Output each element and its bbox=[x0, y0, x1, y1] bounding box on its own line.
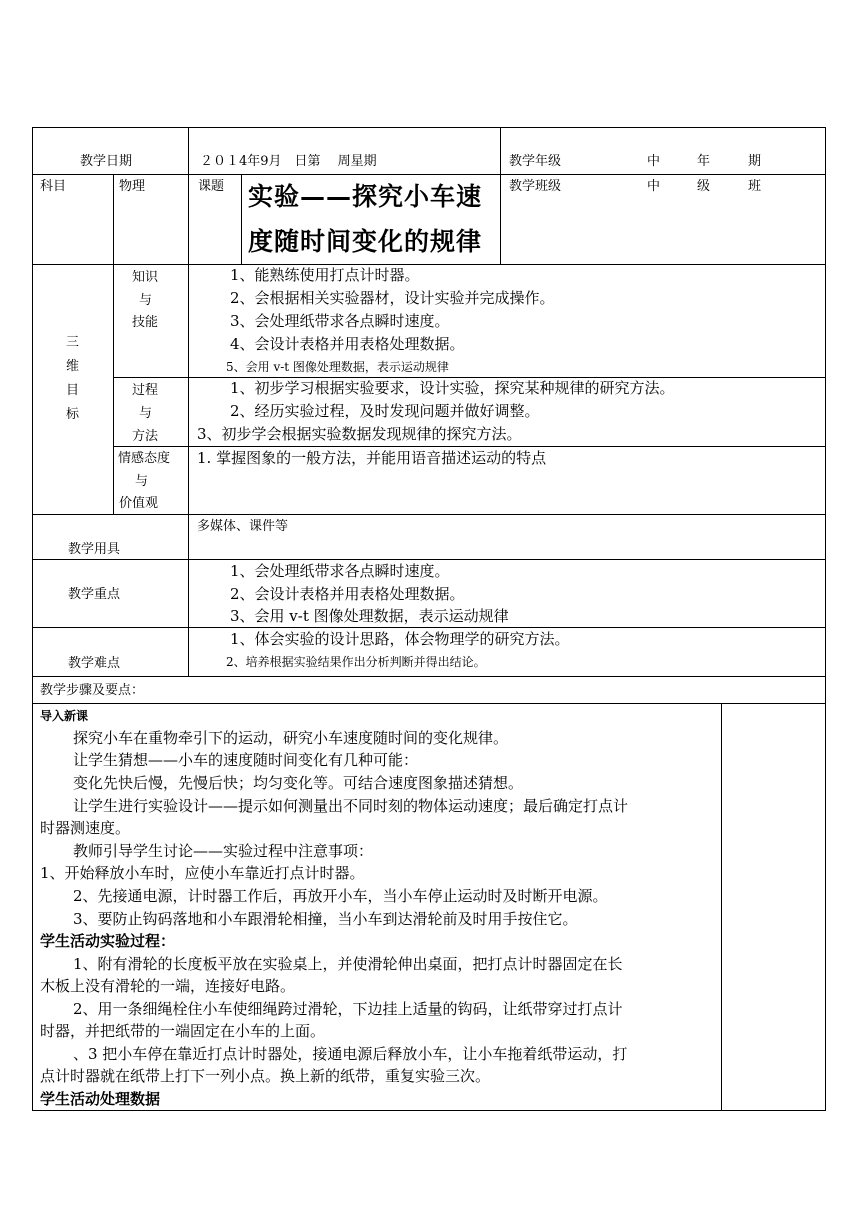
body-line: 2、先接通电源，计时器工作后，再放开小车，当小车停止运动时及时断开电源。 bbox=[73, 887, 608, 905]
emotion-label: 情感态度 bbox=[118, 451, 171, 466]
intro-heading: 导入新课 bbox=[40, 709, 89, 723]
body-line: 时器测速度。 bbox=[40, 819, 131, 837]
row-line bbox=[32, 264, 826, 265]
objectives-label-char: 维 bbox=[66, 359, 80, 374]
row-line bbox=[32, 627, 826, 628]
body-line: 探究小车在重物牵引下的运动，研究小车速度随时间的变化规律。 bbox=[73, 729, 509, 747]
grade-value-2: 年 bbox=[697, 154, 711, 169]
emotion-item: 1. 掌握图象的一般方法，并能用语音描述运动的特点 bbox=[197, 449, 547, 467]
knowledge-item: 5、会用 v-t 图像处理数据，表示运动规律 bbox=[226, 360, 449, 374]
body-line: 3、要防止钩码落地和小车跟滑轮相撞，当小车到达滑轮前及时用手按住它。 bbox=[73, 910, 578, 928]
process-item: 1、初步学习根据实验要求，设计实验，探究某种规律的研究方法。 bbox=[230, 379, 675, 397]
body-line: 让学生进行实验设计——提示如何测量出不同时刻的物体运动速度；最后确定打点计 bbox=[73, 797, 629, 815]
process-label: 与 bbox=[139, 406, 153, 421]
knowledge-label: 与 bbox=[139, 293, 153, 308]
activity-line: 1、附有滑轮的长度板平放在实验桌上，并使滑轮伸出桌面，把打点计时器固定在长 bbox=[73, 955, 623, 973]
class-value-2: 级 bbox=[697, 179, 711, 194]
date-value: ２０１4年9月 日第 周星期 bbox=[200, 154, 377, 169]
row-line bbox=[113, 446, 826, 447]
topic-title-line2: 度随时间变化的规律 bbox=[248, 227, 483, 256]
process-item: 3、初步学会根据实验数据发现规律的探究方法。 bbox=[197, 425, 522, 443]
knowledge-label: 知识 bbox=[132, 270, 159, 285]
subject-value: 物理 bbox=[119, 179, 146, 194]
row-line bbox=[113, 377, 826, 378]
tools-label: 教学用具 bbox=[68, 542, 121, 557]
tools-value: 多媒体、课件等 bbox=[197, 519, 289, 534]
col-line bbox=[721, 703, 722, 1111]
activity-line: 木板上没有滑轮的一端，连接好电路。 bbox=[40, 977, 296, 995]
row-line bbox=[32, 676, 826, 677]
objectives-label-char: 目 bbox=[66, 383, 80, 398]
row-line bbox=[32, 559, 826, 560]
col-line bbox=[500, 127, 501, 265]
activity-line: 、3 把小车停在靠近打点计时器处，接通电源后释放小车，让小车拖着纸带运动，打 bbox=[73, 1045, 628, 1063]
process-item: 2、经历实验过程，及时发现问题并做好调整。 bbox=[230, 402, 540, 420]
key-points-label: 教学重点 bbox=[68, 587, 121, 602]
key-point-item: 1、会处理纸带求各点瞬时速度。 bbox=[230, 562, 450, 580]
activity-line: 时器，并把纸带的一端固定在小车的上面。 bbox=[40, 1022, 326, 1040]
grade-value-3: 期 bbox=[748, 154, 762, 169]
class-value-1: 中 bbox=[647, 179, 661, 194]
objectives-label-char: 标 bbox=[66, 407, 80, 422]
col-line bbox=[188, 514, 189, 677]
objectives-label-char: 三 bbox=[66, 335, 80, 350]
knowledge-item: 4、会设计表格并用表格处理数据。 bbox=[230, 335, 465, 353]
knowledge-item: 1、能熟练使用打点计时器。 bbox=[230, 266, 420, 284]
body-line: 变化先快后慢，先慢后快；均匀变化等。可结合速度图象描述猜想。 bbox=[73, 774, 524, 792]
body-line: 教师引导学生讨论——实验过程中注意事项： bbox=[73, 842, 374, 860]
class-label: 教学班级 bbox=[509, 179, 562, 194]
difficulties-label: 教学难点 bbox=[68, 656, 121, 671]
body-line: 1、开始释放小车时，应使小车靠近打点计时器。 bbox=[40, 864, 365, 882]
steps-label: 教学步骤及要点： bbox=[40, 683, 145, 698]
activity-line: 2、用一条细绳栓住小车使细绳跨过滑轮，下边挂上适量的钩码，让纸带穿过打点计 bbox=[73, 1000, 623, 1018]
row-line bbox=[32, 514, 826, 515]
subject-label: 科目 bbox=[40, 179, 67, 194]
process-label: 过程 bbox=[132, 383, 159, 398]
process-label: 方法 bbox=[132, 429, 159, 444]
topic-title-line1: 实验——探究小车速 bbox=[248, 182, 483, 211]
knowledge-label: 技能 bbox=[132, 315, 159, 330]
data-heading: 学生活动处理数据 bbox=[40, 1090, 161, 1108]
activity-heading: 学生活动实验过程： bbox=[40, 932, 176, 950]
grade-label: 教学年级 bbox=[509, 154, 562, 169]
knowledge-item: 3、会处理纸带求各点瞬时速度。 bbox=[230, 312, 450, 330]
emotion-label: 与 bbox=[135, 474, 149, 489]
col-line bbox=[241, 174, 242, 265]
knowledge-item: 2、会根据相关实验器材，设计实验并完成操作。 bbox=[230, 289, 555, 307]
emotion-label: 价值观 bbox=[119, 496, 159, 511]
row-line bbox=[32, 703, 826, 704]
key-point-item: 3、会用 v-t 图像处理数据，表示运动规律 bbox=[230, 607, 509, 625]
activity-line: 点计时器就在纸带上打下一列小点。换上新的纸带，重复实验三次。 bbox=[40, 1067, 491, 1085]
date-label: 教学日期 bbox=[80, 154, 133, 169]
difficulty-item: 1、体会实验的设计思路，体会物理学的研究方法。 bbox=[230, 630, 570, 648]
topic-label: 课题 bbox=[198, 179, 225, 194]
col-line bbox=[188, 127, 189, 515]
difficulty-item: 2、培养根据实验结果作出分析判断并得出结论。 bbox=[226, 655, 486, 669]
row-line bbox=[32, 174, 826, 175]
key-point-item: 2、会设计表格并用表格处理数据。 bbox=[230, 585, 465, 603]
col-line bbox=[113, 174, 114, 515]
class-value-3: 班 bbox=[748, 179, 762, 194]
grade-value-1: 中 bbox=[647, 154, 661, 169]
body-line: 让学生猜想——小车的速度随时间变化有几种可能： bbox=[73, 751, 419, 769]
